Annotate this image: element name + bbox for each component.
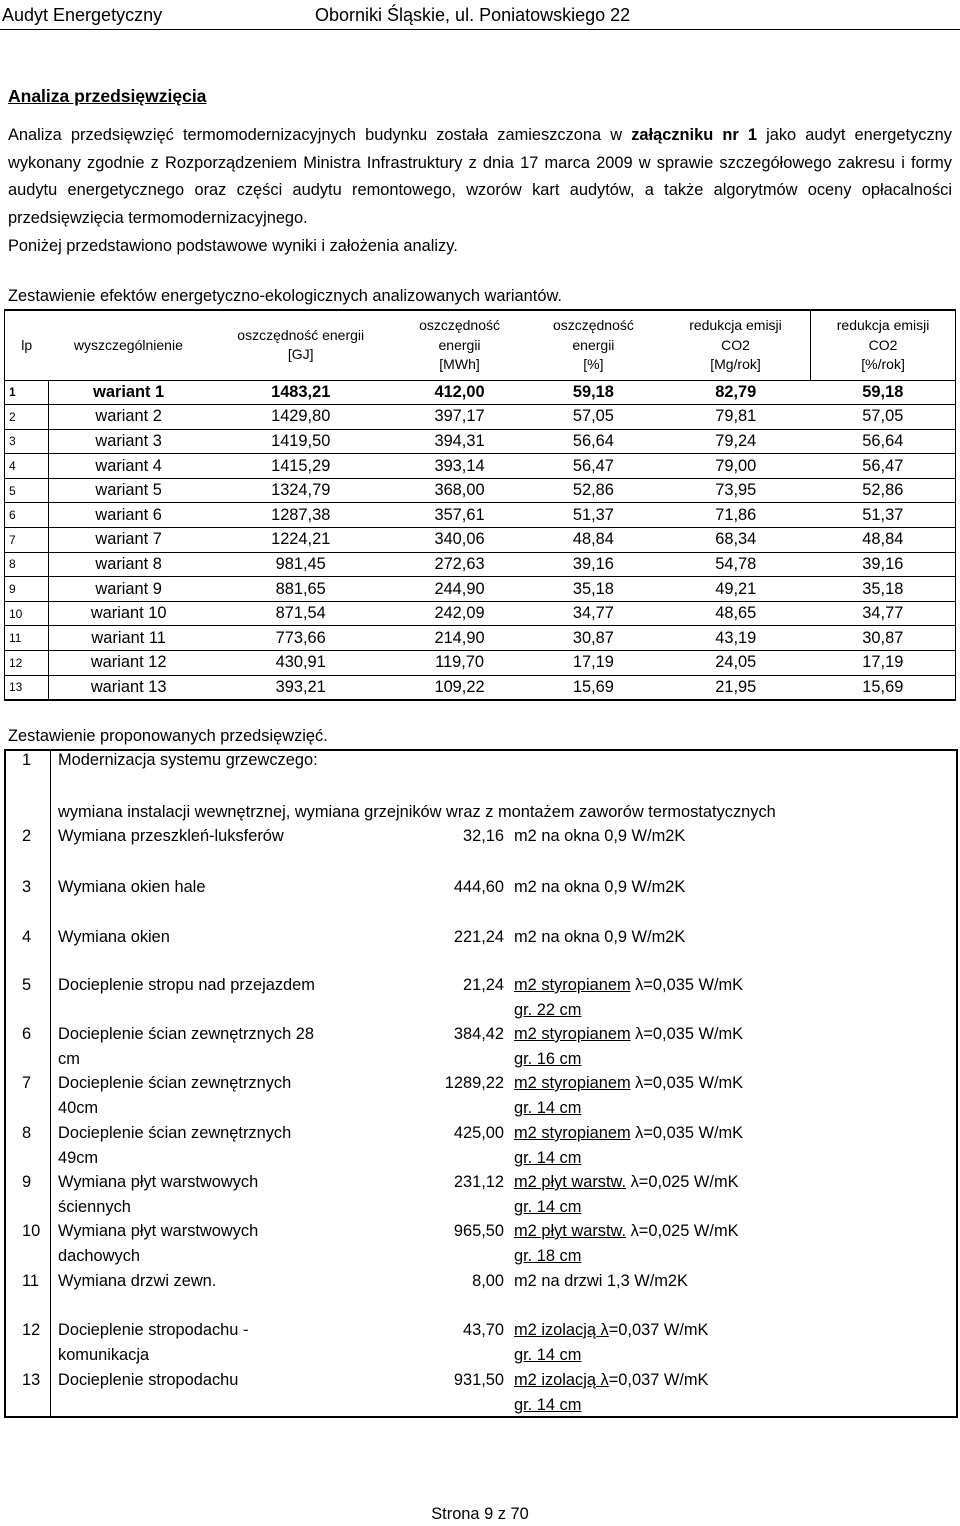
page-footer: Strona 9 z 70 <box>431 1505 529 1523</box>
measure-unit-main: m2 płyt warstw. <box>514 1173 627 1191</box>
measure-name: Docieplenie stropodachu - komunikacja <box>58 1321 249 1364</box>
measure-unit-main: m2 styropianem <box>514 976 631 994</box>
measure-lambda: =0,037 W/mK <box>608 1371 709 1389</box>
measure-number: 6 <box>22 1025 32 1043</box>
row-number: 5 <box>5 478 49 503</box>
table-cell: 51,37 <box>811 503 956 528</box>
measure-name: Docieplenie ścian zewnętrznych 49cm <box>58 1124 292 1167</box>
row-number: 7 <box>5 528 49 553</box>
measure-number: 12 <box>22 1321 41 1339</box>
measure-lambda: λ=0,025 W/mK <box>626 1222 739 1240</box>
measure-number: 8 <box>22 1124 32 1142</box>
table-cell: 368,00 <box>393 478 526 503</box>
table-cell: 34,77 <box>811 601 956 626</box>
measure-unit-main: m2 płyt warstw. <box>514 1222 627 1240</box>
table-row <box>5 601 956 626</box>
row-number: 11 <box>5 626 49 651</box>
table-cell: 244,90 <box>393 577 526 602</box>
measure-lambda: λ=0,035 W/mK <box>630 976 744 994</box>
effects-table <box>4 309 956 701</box>
variant-name: wariant 11 <box>48 626 208 651</box>
table-cell: 39,16 <box>811 552 956 577</box>
variant-name: wariant 12 <box>48 651 208 676</box>
measure-number: 5 <box>22 976 32 994</box>
table-cell: 109,22 <box>393 675 526 700</box>
measure-name: Wymiana okien <box>58 928 170 946</box>
variant-name: wariant 6 <box>48 503 208 528</box>
measure-quantity: 43,70 <box>462 1321 504 1339</box>
table-cell: 17,19 <box>526 651 661 676</box>
table-cell: 56,64 <box>811 429 956 454</box>
table-cell: 82,79 <box>661 380 811 405</box>
measure-unit-main: m2 styropianem <box>514 1074 631 1092</box>
measure-name: Wymiana przeszkleń-luksferów <box>58 827 284 845</box>
row-number: 12 <box>5 651 49 676</box>
row-number: 2 <box>5 405 49 430</box>
column-header: wyszczególnienie <box>48 310 208 380</box>
table-cell: 56,47 <box>811 454 956 479</box>
column-header: oszczędność energii [MWh] <box>393 310 526 380</box>
table-cell: 56,47 <box>526 454 661 479</box>
table-cell: 773,66 <box>208 626 393 651</box>
measure-thickness: gr. 14 cm <box>514 1197 582 1216</box>
measures-table <box>4 749 958 1418</box>
table-cell: 981,45 <box>208 552 393 577</box>
measure-thickness: gr. 14 cm <box>514 1148 582 1167</box>
table-cell: 871,54 <box>208 601 393 626</box>
measure-lambda: λ=0,035 W/mK <box>630 1124 744 1142</box>
measure-unit-main: m2 styropianem <box>514 1025 631 1043</box>
table-cell: 35,18 <box>811 577 956 602</box>
table-cell: 15,69 <box>526 675 661 700</box>
measure-number: 7 <box>22 1074 32 1092</box>
measure-thickness: gr. 14 cm <box>514 1345 582 1364</box>
row-number: 10 <box>5 601 49 626</box>
measure-quantity: 21,24 <box>462 976 504 994</box>
measure-quantity: 221,24 <box>453 928 504 946</box>
measure-unit <box>514 1318 709 1367</box>
table-cell: 48,65 <box>661 601 811 626</box>
measure-number: 13 <box>22 1371 41 1389</box>
table-cell: 412,00 <box>393 380 526 405</box>
table-row <box>5 651 956 676</box>
table-cell: 59,18 <box>526 380 661 405</box>
measure-name: Wymiana okien hale <box>58 878 206 896</box>
measure-quantity: 8,00 <box>472 1272 504 1290</box>
table-cell: 79,00 <box>661 454 811 479</box>
measure-unit <box>514 973 743 1022</box>
table-cell: 39,16 <box>526 552 661 577</box>
table-cell: 1429,80 <box>208 405 393 430</box>
measures-caption: Zestawienie proponowanych przedsięwzięć. <box>8 727 328 745</box>
table-cell: 214,90 <box>393 626 526 651</box>
measure-thickness: gr. 22 cm <box>514 1000 582 1019</box>
table-row <box>5 405 956 430</box>
column-header: redukcja emisji CO2 [%/rok] <box>811 310 956 380</box>
measure-quantity: 425,00 <box>453 1124 504 1142</box>
effects-caption: Zestawienie efektów energetyczno-ekologicznych analizowanych wariantów. <box>8 287 562 305</box>
table-cell: 52,86 <box>811 478 956 503</box>
table-cell: 35,18 <box>526 577 661 602</box>
measure-number: 11 <box>22 1272 40 1290</box>
measure-unit <box>514 1269 688 1294</box>
measure-unit <box>514 1022 743 1071</box>
column-header: redukcja emisji CO2 [Mg/rok] <box>661 310 811 380</box>
table-cell: 17,19 <box>811 651 956 676</box>
variant-name: wariant 10 <box>48 601 208 626</box>
measure-number: 2 <box>22 827 32 845</box>
variant-name: wariant 2 <box>48 405 208 430</box>
measure-number: 10 <box>22 1222 41 1240</box>
table-cell: 430,91 <box>208 651 393 676</box>
variant-name: wariant 13 <box>48 675 208 700</box>
table-cell: 57,05 <box>526 405 661 430</box>
measure-quantity: 231,12 <box>453 1173 504 1191</box>
table-cell: 43,19 <box>661 626 811 651</box>
measure-unit <box>514 875 685 900</box>
measure-thickness: gr. 14 cm <box>514 1395 582 1414</box>
measure-quantity: 444,60 <box>453 878 504 896</box>
table-row <box>5 503 956 528</box>
variant-name: wariant 4 <box>48 454 208 479</box>
measure-quantity: 1289,22 <box>444 1074 504 1092</box>
table-cell: 48,84 <box>526 528 661 553</box>
measure-number: 4 <box>22 928 32 946</box>
table-cell: 1324,79 <box>208 478 393 503</box>
measure-unit <box>514 1219 739 1268</box>
table-cell: 1415,29 <box>208 454 393 479</box>
measure-quantity: 965,50 <box>453 1222 504 1240</box>
intro-attachment-ref: załączniku nr 1 <box>631 126 757 144</box>
measure-name: Docieplenie stropodachu <box>58 1371 239 1389</box>
table-row <box>5 626 956 651</box>
variant-name: wariant 5 <box>48 478 208 503</box>
table-cell: 21,95 <box>661 675 811 700</box>
table-cell: 397,17 <box>393 405 526 430</box>
table-cell: 15,69 <box>811 675 956 700</box>
measure-unit-main: m2 styropianem <box>514 1124 631 1142</box>
table-cell: 1287,38 <box>208 503 393 528</box>
column-header: oszczędność energii [GJ] <box>208 310 393 380</box>
measure-name: Docieplenie ścian zewnętrznych 28 cm <box>58 1025 315 1068</box>
table-cell: 34,77 <box>526 601 661 626</box>
table-cell: 1483,21 <box>208 380 393 405</box>
measure-lambda: λ=0,035 W/mK <box>630 1025 744 1043</box>
table-cell: 48,84 <box>811 528 956 553</box>
column-divider <box>50 751 51 1416</box>
table-cell: 52,86 <box>526 478 661 503</box>
table-cell: 79,24 <box>661 429 811 454</box>
table-cell: 56,64 <box>526 429 661 454</box>
variant-name: wariant 9 <box>48 577 208 602</box>
table-cell: 24,05 <box>661 651 811 676</box>
header-audit-title: Audyt Energetyczny <box>2 5 163 25</box>
measure-name: Docieplenie ścian zewnętrznych 40cm <box>58 1074 292 1117</box>
variant-name: wariant 1 <box>48 380 208 405</box>
table-row <box>5 577 956 602</box>
measure-name: Modernizacja systemu grzewczego: <box>58 751 318 769</box>
table-cell: 79,81 <box>661 405 811 430</box>
table-cell: 242,09 <box>393 601 526 626</box>
column-header: lp <box>5 310 49 380</box>
table-cell: 54,78 <box>661 552 811 577</box>
measure-unit-main: m2 na okna 0,9 W/m2K <box>514 827 686 845</box>
measure-number: 9 <box>22 1173 32 1191</box>
measure-number: 1 <box>22 751 32 769</box>
measure-name: Wymiana drzwi zewn. <box>58 1272 217 1290</box>
section-title: Analiza przedsięwzięcia <box>8 86 207 106</box>
table-cell: 68,34 <box>661 528 811 553</box>
table-cell: 393,14 <box>393 454 526 479</box>
measure-unit <box>514 1071 743 1120</box>
measure-unit-main: m2 na okna 0,9 W/m2K <box>514 878 686 896</box>
measure-lambda: λ=0,035 W/mK <box>630 1074 744 1092</box>
header-address: Oborniki Śląskie, ul. Poniatowskiego 22 <box>315 5 631 25</box>
table-cell: 30,87 <box>526 626 661 651</box>
table-cell: 73,95 <box>661 478 811 503</box>
table-cell: 881,65 <box>208 577 393 602</box>
measure-unit <box>514 1368 709 1417</box>
measure-thickness: gr. 16 cm <box>514 1049 582 1068</box>
variant-name: wariant 7 <box>48 528 208 553</box>
table-cell: 59,18 <box>811 380 956 405</box>
row-number: 6 <box>5 503 49 528</box>
table-row <box>5 528 956 553</box>
table-cell: 1419,50 <box>208 429 393 454</box>
measure-quantity: 384,42 <box>453 1025 504 1043</box>
table-row <box>5 675 956 700</box>
table-cell: 30,87 <box>811 626 956 651</box>
variant-name: wariant 8 <box>48 552 208 577</box>
measure-unit-main: m2 izolacją λ <box>514 1321 609 1339</box>
column-header: oszczędność energii [%] <box>526 310 661 380</box>
table-cell: 1224,21 <box>208 528 393 553</box>
table-row <box>5 478 956 503</box>
table-cell: 57,05 <box>811 405 956 430</box>
row-number: 8 <box>5 552 49 577</box>
intro-text-1: Analiza przedsięwzięć termomodernizacyjnych budynku została zamieszczona w <box>8 126 632 144</box>
table-row <box>5 552 956 577</box>
table-cell: 71,86 <box>661 503 811 528</box>
table-cell: 272,63 <box>393 552 526 577</box>
table-cell: 51,37 <box>526 503 661 528</box>
table-cell: 340,06 <box>393 528 526 553</box>
table-row <box>5 429 956 454</box>
measure-quantity: 32,16 <box>462 827 504 845</box>
row-number: 9 <box>5 577 49 602</box>
measure-number: 3 <box>22 878 32 896</box>
measure-detail: wymiana instalacji wewnętrznej, wymiana grzejników wraz z montażem zaworów termostatycznych <box>58 803 776 821</box>
measure-unit <box>514 1121 743 1170</box>
measure-thickness: gr. 18 cm <box>514 1246 582 1265</box>
measure-unit-main: m2 na okna 0,9 W/m2K <box>514 928 686 946</box>
results-intro: Poniżej przedstawiono podstawowe wyniki i założenia analizy. <box>8 237 458 255</box>
measure-unit <box>514 925 685 950</box>
table-cell: 394,31 <box>393 429 526 454</box>
measure-unit-main: m2 na drzwi 1,3 W/m2K <box>514 1272 688 1290</box>
row-number: 4 <box>5 454 49 479</box>
variant-name: wariant 3 <box>48 429 208 454</box>
measure-unit <box>514 1170 739 1219</box>
measure-quantity: 931,50 <box>453 1371 504 1389</box>
page-header <box>0 0 960 30</box>
measure-unit <box>514 824 685 849</box>
table-cell: 357,61 <box>393 503 526 528</box>
measure-lambda: λ=0,025 W/mK <box>626 1173 739 1191</box>
table-cell: 49,21 <box>661 577 811 602</box>
measure-name: Wymiana płyt warstwowych ściennych <box>58 1173 259 1216</box>
measure-unit-main: m2 izolacją λ <box>514 1371 609 1389</box>
measure-name: Wymiana płyt warstwowych dachowych <box>58 1222 259 1265</box>
measure-name: Docieplenie stropu nad przejazdem <box>58 976 315 994</box>
row-number: 13 <box>5 675 49 700</box>
intro-paragraph <box>8 122 952 232</box>
table-cell: 119,70 <box>393 651 526 676</box>
row-number: 1 <box>5 380 49 405</box>
measure-thickness: gr. 14 cm <box>514 1098 582 1117</box>
table-row <box>5 454 956 479</box>
measure-lambda: =0,037 W/mK <box>608 1321 709 1339</box>
row-number: 3 <box>5 429 49 454</box>
table-cell: 393,21 <box>208 675 393 700</box>
table-row <box>5 380 956 405</box>
intro-text-2: jako audyt energetyczny wykonany zgodnie z Rozporządzeniem Ministra Infrastruktury z dnia 17 marca 2009 w sprawie szczegółowego zakresu i formy audytu energetycznego oraz części audytu remontowego, wzorów kart audytów, a także algorytmów oceny opłacalności przedsięwzięcia termomodernizacyjnego. <box>8 126 952 227</box>
